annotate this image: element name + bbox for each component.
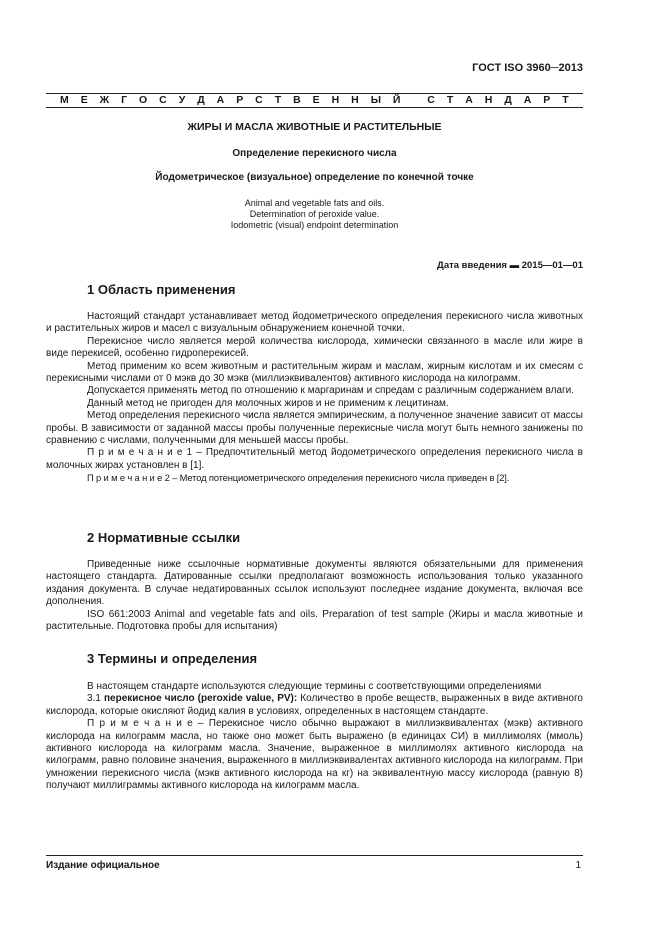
banner-letter: Ж bbox=[99, 94, 110, 106]
note-1 bbox=[46, 447, 583, 472]
paragraph: Приведенные ниже ссылочные нормативные документы являются обязательными для применения настоящего стандарта. Датированные ссылки предполагают возможность использования только указанного издания документа. В случае недатированных ссылок используют последнее издание документа, включая все дополнения. bbox=[46, 559, 583, 608]
term-name: перекисное число (peroxide value, PV): bbox=[103, 693, 298, 705]
paragraph: Настоящий стандарт устанавливает метод йодометрического определения перекисного числа животных и растительных жиров и масел с визуальным обнаружением конечной точки. bbox=[46, 311, 583, 335]
banner-letter: С bbox=[255, 94, 263, 106]
banner-letter: А bbox=[465, 94, 473, 106]
banner-letter: Т bbox=[446, 94, 454, 106]
banner-letter: Н bbox=[484, 94, 493, 106]
english-title-line: Iodometric (visual) endpoint determination bbox=[230, 220, 399, 230]
banner-bottom-rule bbox=[46, 107, 583, 108]
term-text: Количество в пробе веществ, выраженных в виде активного кислорода, которые окисляют йодид калия в условиях, определенных в настоящем стандарте. bbox=[46, 693, 583, 717]
banner-letter: Н bbox=[351, 94, 359, 106]
term-number: 3.1 bbox=[87, 693, 104, 705]
section-1-heading: 1 Область применения bbox=[87, 282, 236, 297]
document-subtitle: Определение перекисного числа bbox=[232, 148, 397, 159]
note-text: – Перекисное число обычно выражают в миллиэквивалентах (мэкв) активного кислорода на килограмм масла, но также оно может быть выражено (в единицах СИ) в миллимолях (ммоль) активного кислорода на килограмм масла. Значение, выраженное в миллимолях активного кислорода на килограмм, равно половине значения, выраженного в миллиэквивалентах активного кислорода на килограмм. При умножении перекисного числа (мэкв активного кислорода на кг) на эквивалентную массу кислорода (равную 8) получают миллиграммы активного кислорода на килограмм масла. bbox=[46, 718, 583, 792]
banner-letter: Ы bbox=[370, 94, 381, 106]
note-label: П р и м е ч а н и е bbox=[87, 718, 193, 730]
term-definition bbox=[46, 693, 583, 718]
section-2-body bbox=[46, 559, 583, 633]
footer-rule bbox=[46, 855, 583, 856]
section-1-body bbox=[46, 311, 583, 485]
standard-number: ГОСТ ISO 3960─2013 bbox=[472, 62, 583, 74]
paragraph: В настоящем стандарте используются следующие термины с соответствующими определениями bbox=[87, 681, 542, 692]
term-note bbox=[46, 718, 583, 792]
document-title: ЖИРЫ И МАСЛА ЖИВОТНЫЕ И РАСТИТЕЛЬНЫЕ bbox=[187, 121, 442, 133]
banner-letter: М bbox=[60, 94, 69, 106]
note-text: – Метод потенциометрического определения перекисного числа приведен в [2]. bbox=[169, 472, 510, 484]
note-text: – Предпочтительный метод йодометрического определения перекисного числа в молочных жирах установлен в [1]. bbox=[46, 447, 583, 471]
english-title-line: Determination of peroxide value. bbox=[249, 209, 380, 219]
note-2 bbox=[46, 472, 583, 484]
banner-letter: Т bbox=[274, 94, 282, 106]
banner-letter: Р bbox=[543, 94, 551, 106]
note-label: П р и м е ч а н и е 2 bbox=[87, 472, 170, 484]
paragraph: Данный метод не пригоден для молочных жиров и не применим к лецитинам. bbox=[87, 397, 449, 409]
banner-letter: Д bbox=[504, 94, 512, 106]
english-title-line: Animal and vegetable fats and oils. bbox=[244, 198, 385, 208]
paragraph: Метод определения перекисного числа является эмпирическим, а полученное значение зависит от массы пробы. В зависимости от заданной массы пробы полученные перекисные числа могут быть немного занижены по сравнению с числами, полученными для меньшей массы пробы. bbox=[46, 410, 583, 447]
banner-letter: У bbox=[178, 94, 186, 106]
banner-letter: Д bbox=[197, 94, 205, 106]
banner-letter: О bbox=[139, 94, 148, 106]
banner-letter: С bbox=[427, 94, 435, 106]
section-3-heading: 3 Термины и определения bbox=[87, 651, 258, 666]
banner-letter bbox=[412, 94, 415, 106]
banner-letter: Р bbox=[236, 94, 244, 106]
banner-letter: А bbox=[523, 94, 532, 106]
banner-letter: Й bbox=[392, 94, 401, 106]
banner-letter: С bbox=[159, 94, 167, 106]
banner-letter: А bbox=[216, 94, 225, 106]
banner-letter: Г bbox=[121, 94, 128, 106]
paragraph: Допускается применять метод по отношению к маргаринам и спредам с различным содержанием влаги. bbox=[87, 385, 575, 397]
banner-letter: Т bbox=[562, 94, 569, 106]
banner-letter: В bbox=[293, 94, 301, 106]
section-2-heading: 2 Нормативные ссылки bbox=[87, 530, 241, 545]
official-edition-label: Издание официальное bbox=[46, 860, 160, 871]
paragraph: Перекисное число является мерой количества кислорода, химически связанного в масле или жире в виде перекисей, особенно гидроперекисей. bbox=[46, 335, 583, 360]
introduction-date: Дата введения ▬ 2015—01—01 bbox=[437, 260, 583, 271]
banner-letter: Е bbox=[80, 94, 88, 106]
banner-letter: Н bbox=[331, 94, 340, 106]
english-title bbox=[46, 198, 583, 231]
page-number: 1 bbox=[575, 860, 581, 871]
section-3-body bbox=[46, 681, 583, 793]
paragraph: ISO 661:2003 Animal and vegetable fats and oils. Preparation of test sample (Жиры и масла животные и растительные. Подготовка пробы для испытания) bbox=[46, 608, 583, 633]
interstate-standard-banner bbox=[46, 93, 583, 107]
banner-letter: Е bbox=[312, 94, 320, 106]
paragraph: Метод применим ко всем животным и растительным жирам и маслам, жирным кислотам и их смесям с перекисными числами от 0 мэкв до 30 мэкв (миллиэквивалентов) активного кислорода на килограмм. bbox=[46, 360, 583, 385]
document-subtitle-method: Йодометрическое (визуальное) определение по конечной точке bbox=[155, 172, 474, 183]
note-label: П р и м е ч а н и е 1 bbox=[87, 447, 193, 459]
